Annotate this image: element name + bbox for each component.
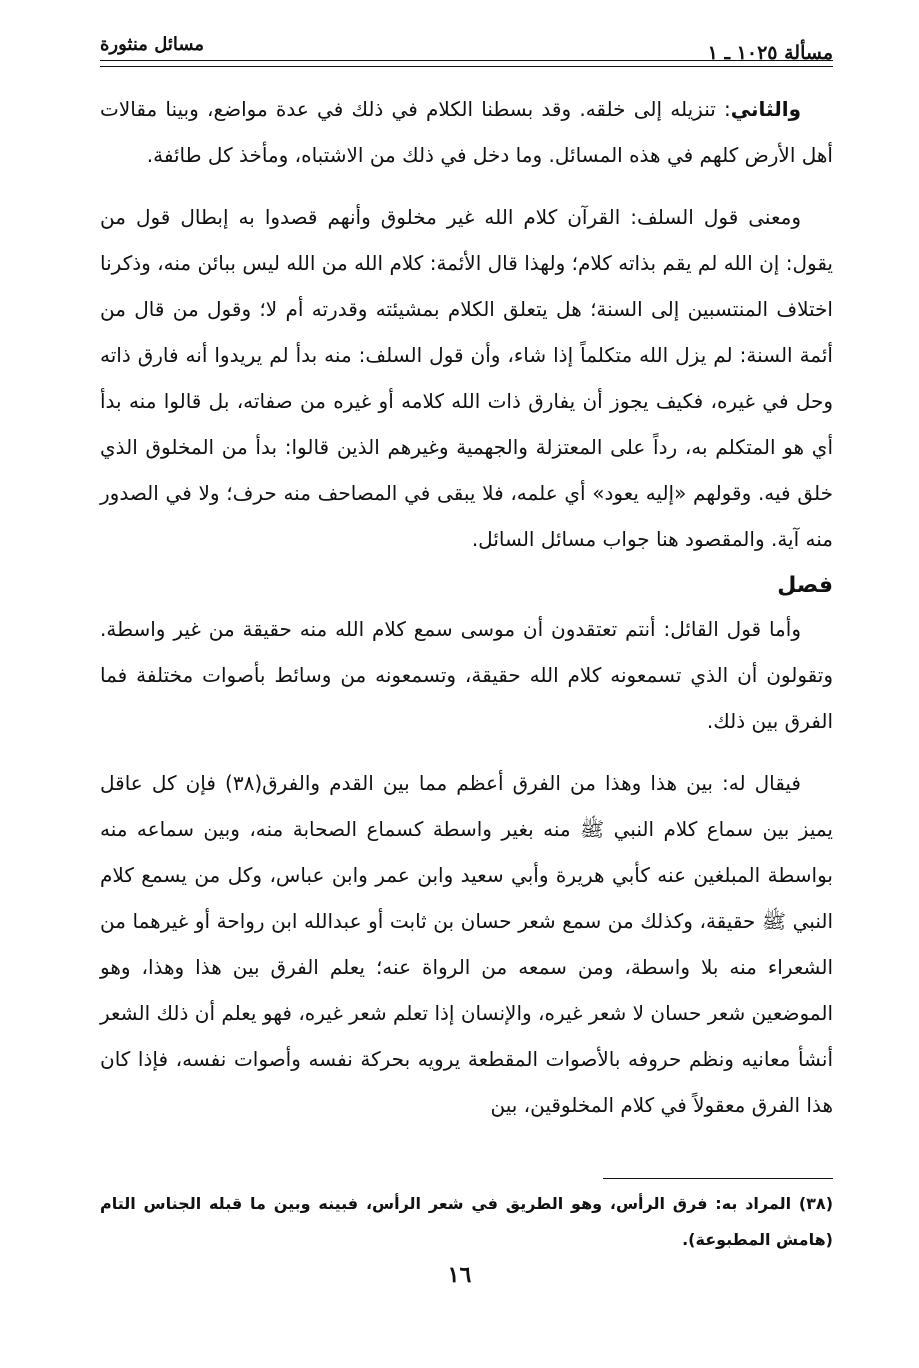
main-text [100, 86, 833, 1128]
paragraph [100, 194, 833, 562]
footnote-separator [603, 1178, 833, 1179]
paragraph [100, 86, 833, 178]
paragraph [100, 606, 833, 744]
paragraph [100, 760, 833, 1128]
section-title: فصل [777, 573, 833, 598]
paragraph-text: : تنزيله إلى خلقه. وقد بسطنا الكلام في ذلك في عدة مواضع، وبينا مقالات أهل الأرض كلهم في هذه المسائل. وما دخل في ذلك من الاشتباه، ومأخذ كل طائفة. [100, 97, 833, 167]
header-rule-top [100, 60, 833, 61]
header-rule-bottom [100, 66, 833, 67]
paragraph-text: فيقال له: بين هذا وهذا من الفرق أعظم مما بين القدم والفرق(٣٨) فإن كل عاقل يميز بين سماع كلام النبي ﷺ منه بغير واسطة كسماع الصحابة منه، وبين سماعه منه بواسطة المبلغين عنه كأبي هريرة وأبي سعيد وابن عمر وابن عباس، وكل من يسمع كلام النبي ﷺ حقيقة، وكذلك من سمع شعر حسان بن ثابت أو عبدالله ابن رواحة أو غيرهما من الشعراء منه بلا واسطة، ومن سمعه من الرواة عنه؛ يعلم الفرق بين هذا وهذا، وهو الموضعين شعر حسان لا شعر غيره، والإنسان إذا تعلم شعر غيره، فهو يعلم أن ذلك الشعر أنشأ معانيه ونظم حروفه بالأصوات المقطعة يرويه بحركة نفسه وأصوات نفسه، فإذا كان هذا الفرق معقولاً في كلام المخلوقين، بين [100, 771, 833, 1117]
paragraph-lead: والثاني [730, 97, 801, 121]
footnote: (٣٨) المراد به: فرق الرأس، وهو الطريق في شعر الرأس، فبينه وبين ما قبله الجناس التام (هامش المطبوعة). [100, 1194, 833, 1249]
page-number: ١٦ [447, 1262, 472, 1288]
paragraph-text: وأما قول القائل: أنتم تعتقدون أن موسى سمع كلام الله منه حقيقة من غير واسطة. وتقولون أن الذي تسمعونه كلام الله حقيقة، وتسمعونه من وسائط بأصوات مختلفة فما الفرق بين ذلك. [100, 617, 833, 733]
book-title: مسائل منثورة [100, 34, 205, 55]
issue-label: مسألة ١٠٢٥ ـ ١ [707, 42, 833, 64]
paragraph-text: ومعنى قول السلف: القرآن كلام الله غير مخلوق وأنهم قصدوا به إبطال قول من يقول: إن الله لم يقم بذاته كلام؛ ولهذا قال الأئمة: كلام الله من الله ليس ببائن منه، وذكرنا اختلاف المنتسبين إلى السنة؛ هل يتعلق الكلام بمشيئته وقدرته أم لا؛ وقول من قال من أئمة السنة: لم يزل الله متكلماً إذا شاء، وأن قول السلف: منه بدأ لم يريدوا أنه فارق ذاته وحل في غيره، فكيف يجوز أن يفارق ذات الله كلامه أو غيره من صفاته، بل قالوا منه بدأ أي هو المتكلم به، رداً على المعتزلة والجهمية وغيرهم الذين قالوا: بدأ من المخلوق الذي خلق فيه. وقولهم «إليه يعود» أي علمه، فلا يبقى في المصاحف منه حرف؛ ولا في الصدور منه آية. والمقصود هنا جواب مسائل السائل. [100, 205, 833, 551]
